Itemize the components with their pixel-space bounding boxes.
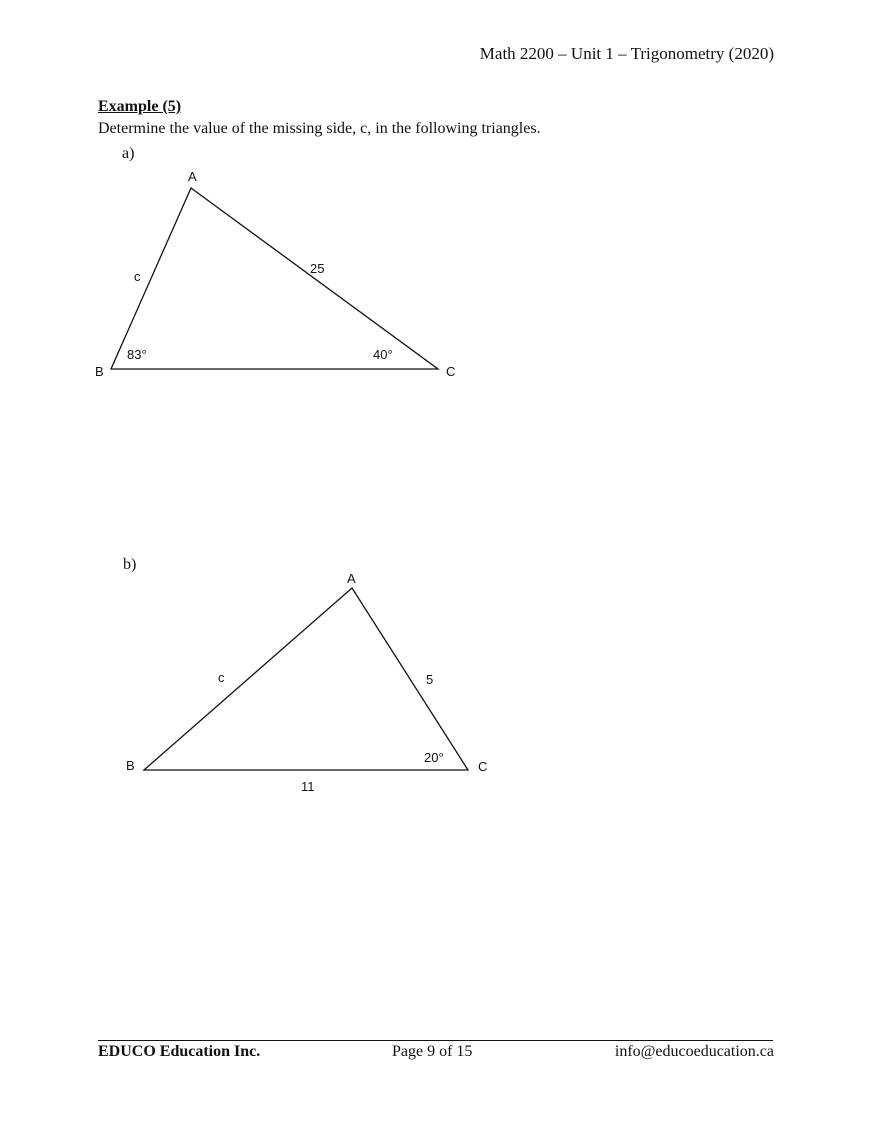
example-instruction: Determine the value of the missing side, c, in the following triangles. [98, 120, 541, 137]
triangle-a-outline [111, 188, 438, 369]
triangle-b-vertex-c: C [478, 759, 488, 774]
part-b-label: b) [123, 556, 137, 573]
triangle-a-side-c-label: c [134, 269, 141, 284]
footer-company: EDUCO Education Inc. [98, 1043, 261, 1060]
footer-email: info@educoeducation.ca [614, 1043, 774, 1060]
footer-page-number: Page 9 of 15 [392, 1043, 473, 1060]
triangle-a-vertex-c: C [446, 364, 456, 379]
triangle-b-side-ac-label: 5 [426, 672, 434, 687]
triangle-b-diagram [0, 565, 876, 800]
triangle-a-side-ac-label: 25 [310, 261, 325, 276]
part-a-label: a) [122, 145, 135, 162]
example-heading: Example (5) [98, 98, 182, 115]
triangle-a-vertex-b: B [95, 364, 104, 379]
triangle-a-diagram [0, 160, 876, 390]
triangle-b-angle-c-label: 20° [424, 750, 444, 765]
triangle-b-outline [144, 588, 468, 770]
document-header-title: Math 2200 – Unit 1 – Trigonometry (2020) [479, 44, 774, 63]
triangle-a-vertex-a: A [188, 169, 197, 184]
triangle-b-side-c-label: c [218, 670, 225, 685]
triangle-a-angle-b-label: 83° [127, 347, 147, 362]
triangle-b-side-bc-label: 11 [301, 779, 315, 794]
footer-divider [98, 1040, 773, 1041]
triangle-a-angle-c-label: 40° [373, 347, 393, 362]
triangle-b-vertex-b: B [126, 758, 135, 773]
triangle-b-vertex-a: A [347, 571, 356, 586]
